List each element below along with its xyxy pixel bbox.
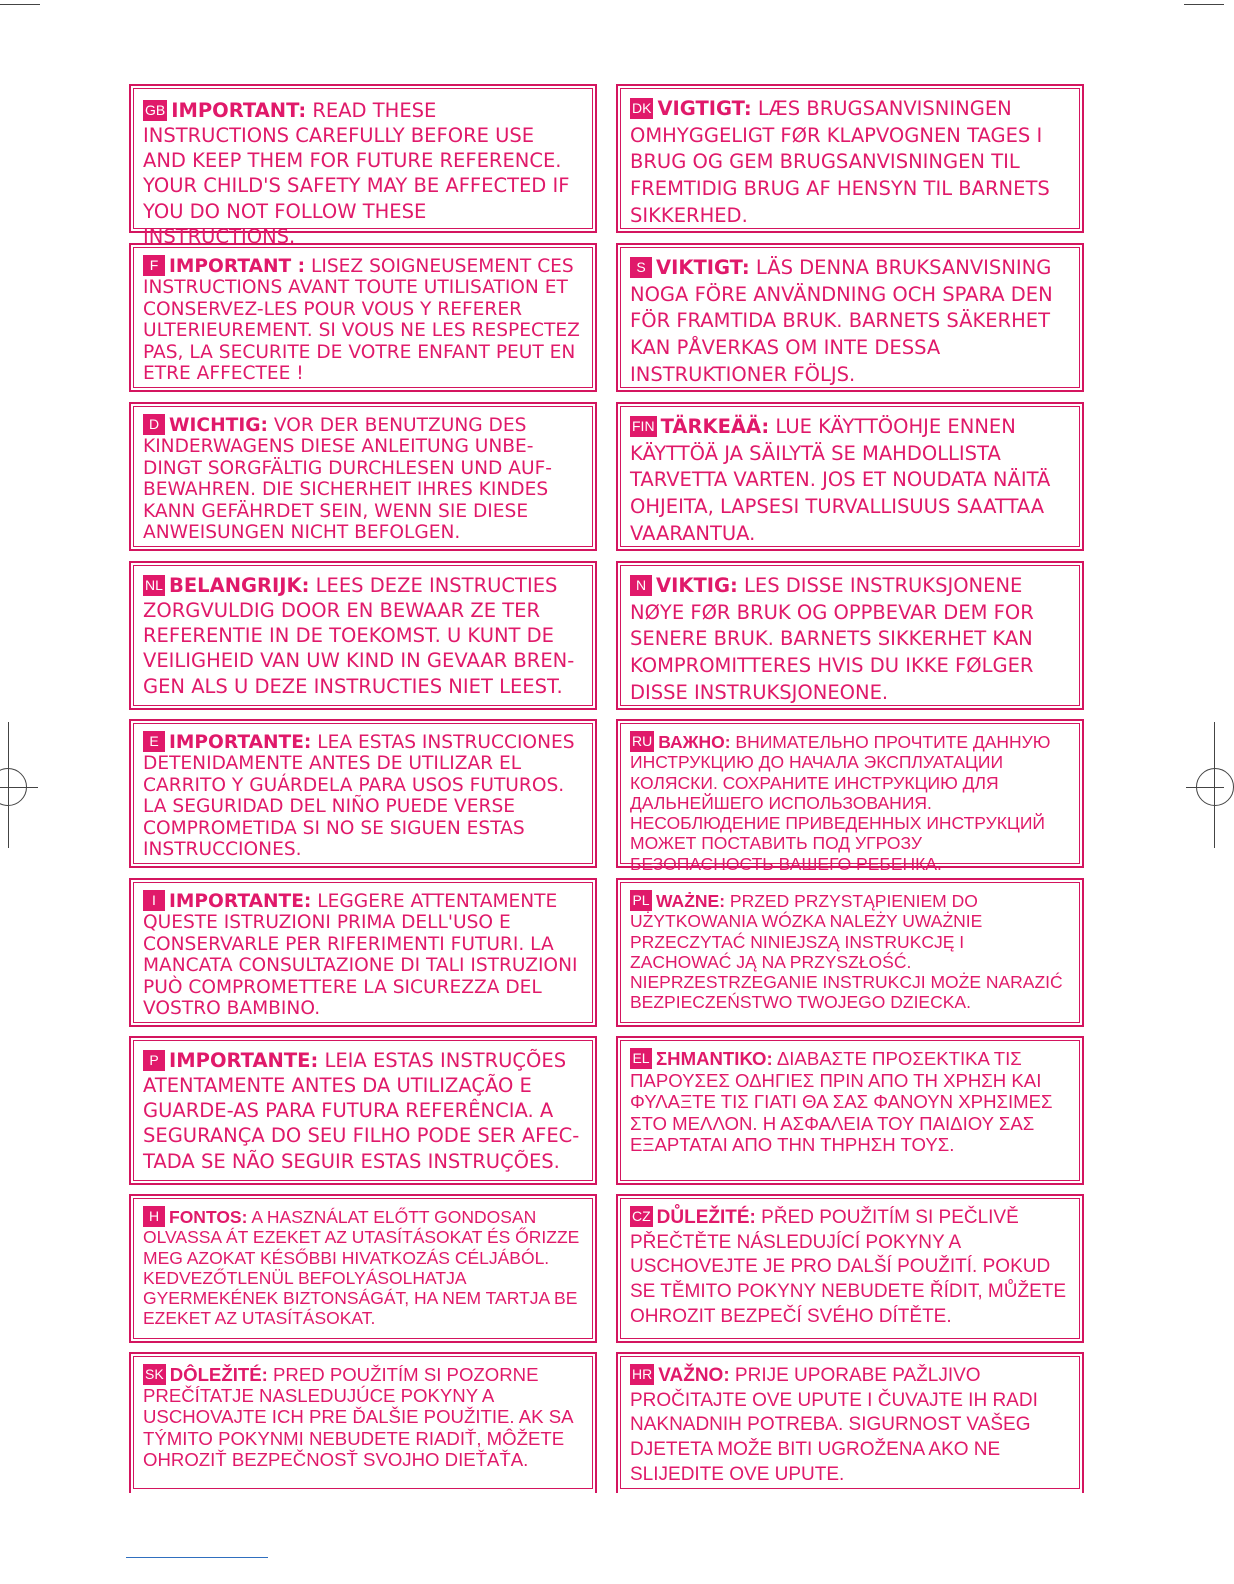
warning-keyword: IMPORTANT: (171, 99, 307, 122)
warning-box-d (129, 402, 597, 551)
registration-circle-left (0, 768, 27, 806)
warning-box-h (129, 1194, 597, 1343)
warning-text: LEES DEZE INSTRUCTIES ZORGVULDIG DOOR EN BEWAAR ZE TER REFERENTIE IN DE TOEKOMST. U KUNT DE VEILIGHEID VAN UW KIND IN GEVAAR BREN-GEN ALS U DEZE INSTRUCTIES NIET LEEST. (143, 574, 575, 698)
warning-box-s (616, 243, 1084, 392)
warning-text: LÆS BRUGSANVISNINGEN OMHYGGELIGT FØR KLAPVOGNEN TAGES I BRUG OG GEM BRUGSANVISNINGEN TIL FREMTIDIG BRUG AF HENSYN TIL BARNETS SIKKERHED. (630, 97, 1050, 227)
warning-text: LEA ESTAS INSTRUCCIONES DETENIDAMENTE ANTES DE UTILIZAR EL CARRITO Y GUÁRDELA PARA USOS FUTUROS. LA SEGURIDAD DEL NIÑO PUEDE VERSE COMPROMETIDA SI NO SE SIGUEN ESTAS INSTRUCCIONES. (143, 732, 575, 860)
warning-box-ru (616, 719, 1084, 874)
warning-keyword: ВАЖНО: (658, 732, 731, 752)
language-badge: EL (630, 1048, 652, 1069)
warning-box-f (129, 243, 597, 392)
language-badge: PL (630, 890, 652, 911)
warning-text: PRIJE UPORABE PAŽLJIVO PROČITAJTE OVE UPUTE I ČUVAJTE IH RADI NAKNADNIH POTREBA. SIGURNOST VAŠEG DJETETA MOŽE BITI UGROŽENA AKO NE SLIJEDITE OVE UPUTE. (630, 1365, 1038, 1485)
warning-box-fin (616, 402, 1084, 551)
language-badge: HR (630, 1364, 654, 1385)
language-badge: H (143, 1206, 165, 1227)
warning-keyword: VAŽNO: (658, 1365, 730, 1386)
warning-text: LUE KÄYTTÖOHJE ENNEN KÄYTTÖÄ JA SÄILYTÄ SE MAHDOLLISTA TARVETTA VARTEN. JOS ET NOUDATA NÄITÄ OHJEITA, LAPSESI TURVALLISUUS SAATTAA VAARANTUA. (630, 415, 1051, 545)
language-badge: NL (143, 575, 165, 596)
warning-text: ΔΙΑΒΑΣΤΕ ΠΡΟΣΕΚΤΙΚΑ ΤΙΣ ΠΑΡΟΥΣΕΣ ΟΔΗΓΙΕΣ ΠΡΙΝ ΑΠΟ ΤΗ ΧΡΗΣΗ ΚΑΙ ΦΥΛΑΞΤΕ ΤΙΣ ΓΙΑΤΙ ΘΑ ΣΑΣ ΦΑΝΟΥΝ ΧΡΗΣΙΜΕΣ ΣΤΟ ΜΕΛΛΟΝ. Η ΑΣΦΑΛΕΙΑ ΤΟΥ ΠΑΙΔΙΟΥ ΣΑΣ ΕΞΑΡΤΑΤΑΙ ΑΠΟ ΤΗΝ ΤΗΡΗΣΗ ΤΟΥΣ. (630, 1048, 1053, 1156)
warning-text: PRED POUŽITÍM SI POZORNE PREČÍTATJE NASLEDUJÚCE POKYNY A USCHOVAJTE ICH PRE ĎALŠIE POUŽITIE. AK SA TÝMITO POKYNMI NEBUDETE RIADIŤ, MÔŽETE OHROZIŤ BEZPEČNOSŤ SVOJHO DIEŤAŤA. (143, 1364, 573, 1470)
warning-box-p (129, 1036, 597, 1185)
crop-mark-top-right (1184, 4, 1224, 5)
language-badge: GB (143, 100, 167, 121)
language-badge: FIN (630, 416, 657, 437)
language-badge: N (630, 575, 652, 596)
warning-box-n (616, 561, 1084, 710)
language-badge: D (143, 414, 165, 435)
warning-keyword: VIGTIGT: (657, 97, 752, 120)
warning-box-dk (616, 84, 1084, 233)
warning-box-sk (129, 1352, 597, 1493)
footer-rule (126, 1557, 268, 1558)
warning-text: LÄS DENNA BRUKSANVISNING NOGA FÖRE ANVÄNDNING OCH SPARA DEN FÖR FRAMTIDA BRUK. BARNETS SÄKERHET KAN PÅVERKAS OM INTE DESSA INSTRUKTIONER FÖLJS. (630, 256, 1053, 386)
language-badge: I (143, 890, 165, 911)
language-badge: E (143, 731, 165, 752)
warning-keyword: VIKTIG: (656, 574, 738, 597)
language-badge: S (630, 257, 652, 278)
language-badge: P (143, 1050, 165, 1071)
language-badge: RU (630, 731, 654, 752)
crop-mark-top-left (0, 4, 40, 5)
warning-keyword: FONTOS: (169, 1207, 248, 1227)
language-badge: DK (630, 98, 653, 119)
warning-text: LES DISSE INSTRUKSJONENE NØYE FØR BRUK OG OPPBEVAR DEM FOR SENERE BRUK. BARNETS SIKKERHET KAN KOMPROMITTERES HVIS DU IKKE FØLGER DISSE INSTRUKSJONEONE. (630, 574, 1034, 704)
warning-keyword: TÄRKEÄÄ: (660, 415, 770, 438)
warning-keyword: IMPORTANTE: (169, 1049, 319, 1072)
warning-text: PŘED POUŽITÍM SI PEČLIVĚ PŘEČTĚTE NÁSLEDUJÍCÍ POKYNY A USCHOVEJTE JE PRO DALŠÍ POUŽITÍ. POKUD SE TĚMITO POKYNY NEBUDETE ŘÍDIT, MŮŽETE OHROZIT BEZPEČÍ SVÉHO DÍTĚTE. (630, 1207, 1067, 1327)
warning-keyword: IMPORTANTE: (169, 891, 312, 912)
warning-text: READ THESE INSTRUCTIONS CAREFULLY BEFORE USE AND KEEP THEM FOR FUTURE REFERENCE. YOUR CHILD'S SAFETY MAY BE AFFECTED IF YOU DO NOT FOLLOW THESE INSTRUCTIONS. (143, 99, 570, 248)
language-badge: CZ (630, 1206, 653, 1227)
warning-box-hr (616, 1352, 1084, 1493)
warning-box-gb (129, 84, 597, 248)
warning-text: A HASZNÁLAT ELŐTT GONDOSAN OLVASSA ÁT EZEKET AZ UTASÍTÁSOKAT ÉS ŐRIZZE MEG AZOKAT KÉSŐBBI HIVATKOZÁS CÉLJÁBÓL. KEDVEZŐTLENÜL BEFOLYÁSOLHATJA GYERMEKÉNEK BIZTONSÁGÁT, HA NEM TARTJA BE EZEKET AZ UTASÍTÁSOKAT. (143, 1207, 580, 1329)
warning-keyword: VIKTIGT: (656, 256, 750, 279)
warning-keyword: DÔLEŽITÉ: (169, 1364, 268, 1385)
language-badge: F (143, 255, 165, 276)
warning-box-i (129, 878, 597, 1027)
warning-box-pl (616, 878, 1084, 1027)
warning-text: LEIA ESTAS INSTRUÇÕES ATENTAMENTE ANTES DA UTILIZAÇÃO E GUARDE-AS PARA FUTURA REFERÊNCIA. A SEGURANÇA DO SEU FILHO PODE SER AFEC-TADA SE NÃO SEGUIR ESTAS INSTRUÇÕES. (143, 1049, 580, 1173)
warning-keyword: ΣΗΜΑΝΤΙΚΟ: (656, 1048, 773, 1069)
warning-box-el (616, 1036, 1084, 1185)
warning-text: PRZED PRZYSTĄPIENIEM DO UŻYTKOWANIA WÓZKA NALEŻY UWAŻNIE PRZECZYTAĆ NINIEJSZĄ INSTRUKCJĘ I ZACHOWAĆ JĄ NA PRZYSZŁOŚĆ. NIEPRZESTRZEGANIE INSTRUKCJI MOŻE NARAZIĆ BEZPIECZEŃSTWO TWOJEGO DZIECKA. (630, 891, 1063, 1013)
warning-keyword: IMPORTANT : (169, 256, 306, 277)
warning-text: VOR DER BENUTZUNG DES KINDERWAGENS DIESE ANLEITUNG UNBE-DINGT SORGFÄLTIG DURCHLESEN UND AUF-BEWAHREN. DIE SICHERHEIT IHRES KINDES KANN GEFÄHRDET SEIN, WENN SIE DIESE ANWEISUNGEN NICHT BEFOLGEN. (143, 415, 552, 543)
warning-keyword: IMPORTANTE: (169, 732, 312, 753)
warning-text: ВНИМАТЕЛЬНО ПРОЧТИТЕ ДАННУЮ ИНСТРУКЦИЮ ДО НАЧАЛА ЭКСПЛУАТАЦИИ КОЛЯСКИ. СОХРАНИТЕ ИНСТРУКЦИЮ ДЛЯ ДАЛЬНЕЙШЕГО ИСПОЛЬЗОВАНИЯ. НЕСОБЛЮДЕНИЕ ПРИВЕДЕННЫХ ИНСТРУКЦИЙ МОЖЕТ ПОСТАВИТЬ ПОД УГРОЗУ БЕЗОПАСНОСТЬ ВАШЕГО РЕБЕНКА. (630, 732, 1051, 874)
warning-text: LEGGERE ATTENTAMENTE QUESTE ISTRUZIONI PRIMA DELL'USO E CONSERVARLE PER RIFERIMENTI FUTURI. LA MANCATA CONSULTAZIONE DI TALI ISTRUZIONI PUÒ COMPROMETTERE LA SICUREZZA DEL VOSTRO BAMBINO. (143, 891, 578, 1019)
warning-box-nl (129, 561, 597, 710)
warning-keyword: WICHTIG: (169, 415, 268, 436)
warning-box-cz (616, 1194, 1084, 1343)
warning-keyword: WAŻNE: (656, 891, 726, 911)
warning-box-e (129, 719, 597, 868)
registration-circle-right (1196, 768, 1234, 806)
warning-keyword: BELANGRIJK: (169, 574, 310, 597)
warning-keyword: DŮLEŽITÉ: (656, 1207, 756, 1228)
warning-text: LISEZ SOIGNEUSEMENT CES INSTRUCTIONS AVANT TOUTE UTILISATION ET CONSERVEZ-LES POUR VOUS Y REFERER ULTERIEUREMENT. SI VOUS NE LES RESPECTEZ PAS, LA SECURITE DE VOTRE ENFANT PEUT EN ETRE AFFECTEE ! (143, 256, 580, 384)
language-badge: SK (143, 1364, 166, 1385)
